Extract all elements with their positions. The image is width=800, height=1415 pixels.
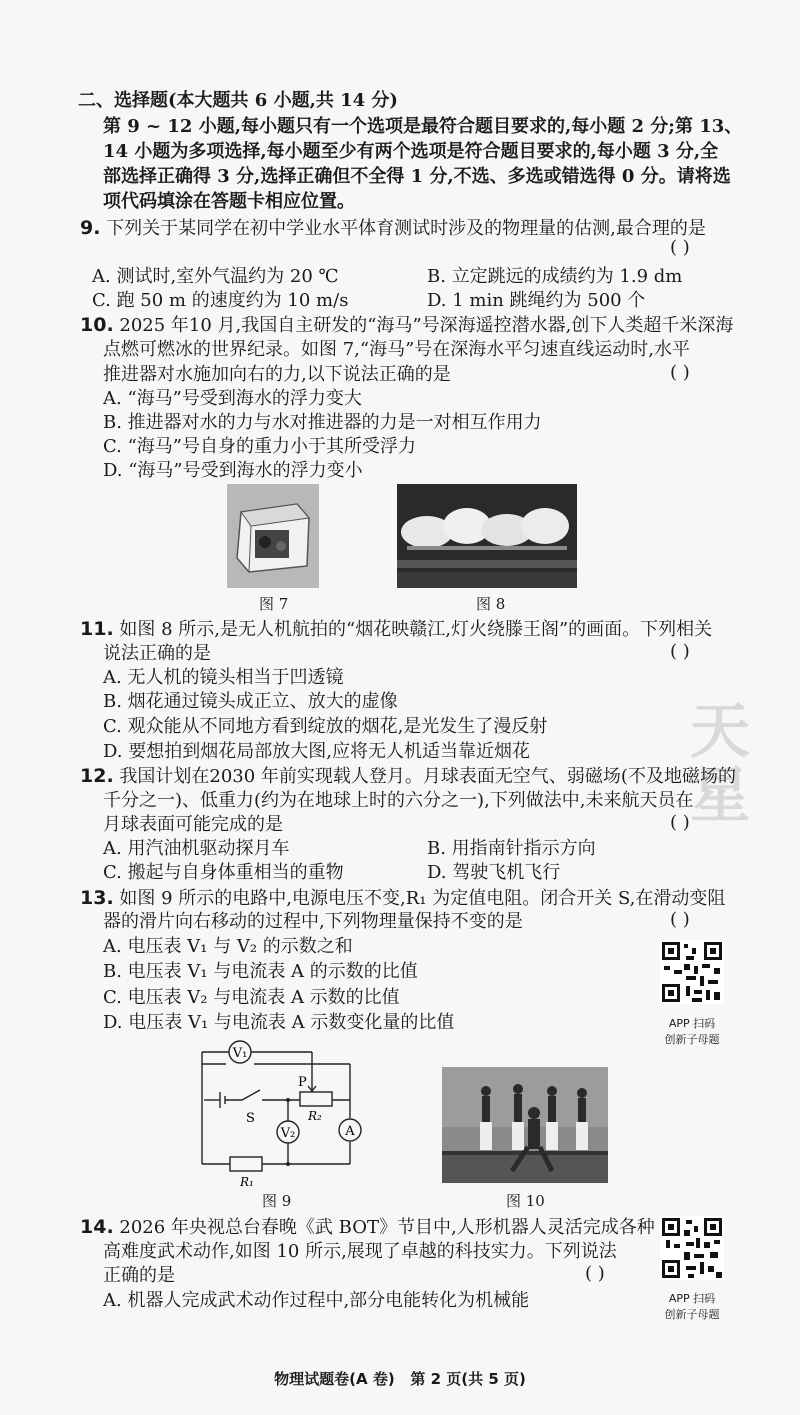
- section-heading: 二、选择题(本大题共 6 小题,共 14 分): [78, 90, 398, 111]
- option: C. 搬起与自身体重相当的重物: [103, 862, 344, 883]
- question-number: 9.: [80, 217, 101, 239]
- question-stem: 正确的是: [103, 1265, 175, 1286]
- figure-9-caption: 图 9: [262, 1192, 292, 1210]
- option: D. “海马”号受到海水的浮力变小: [103, 460, 363, 481]
- instruction-line: 第 9 ~ 12 小题,每小题只有一个选项是最符合题目要求的,每小题 2 分;第 13、: [103, 116, 743, 137]
- figure-9-circuit: [190, 1034, 370, 1194]
- switch-label: S: [246, 1111, 255, 1126]
- option: D. 电压表 V₁ 与电流表 A 示数变化量的比值: [103, 1012, 455, 1033]
- resistor-r2-label: R₂: [308, 1109, 322, 1123]
- option: D. 要想拍到烟花局部放大图,应将无人机适当靠近烟花: [103, 741, 530, 762]
- option: B. 推进器对水的力与水对推进器的力是一对相互作用力: [103, 412, 542, 433]
- question-9: [80, 215, 706, 242]
- qr-label-line: 创新子母题: [664, 1033, 720, 1046]
- answer-paren: ( ): [670, 812, 690, 833]
- question-stem: 我国计划在2030 年前实现载人登月。月球表面无空气、弱磁场(不及地磁场的: [119, 766, 736, 787]
- question-stem: 点燃可燃冰的世界纪录。如图 7,“海马”号在深海水平匀速直线运动时,水平: [103, 339, 691, 360]
- qr-label: [652, 1016, 732, 1048]
- figure-10-image: [442, 1067, 608, 1183]
- qr-label-line: APP 扫码: [668, 1292, 716, 1305]
- question-stem: 推进器对水施加向右的力,以下说法正确的是: [103, 364, 451, 385]
- watermark: 天星: [690, 697, 750, 831]
- question-10: [80, 312, 733, 339]
- answer-paren: ( ): [670, 641, 690, 662]
- question-number: 10.: [80, 314, 114, 336]
- question-stem: 如图 9 所示的电路中,电源电压不变,R₁ 为定值电阻。闭合开关 S,在滑动变阻: [119, 888, 726, 909]
- option: A. 测试时,室外气温约为 20 ℃: [92, 266, 339, 287]
- question-stem: 千分之一)、低重力(约为在地球上时的六分之一),下列做法中,未来航天员在: [103, 790, 694, 811]
- question-stem: 器的滑片向右移动的过程中,下列物理量保持不变的是: [103, 911, 523, 932]
- answer-paren: ( ): [670, 237, 690, 258]
- question-11: [80, 616, 712, 643]
- question-number: 13.: [80, 887, 114, 909]
- answer-paren: ( ): [670, 909, 690, 930]
- question-stem: 下列关于某同学在初中学业水平体育测试时涉及的物理量的估测,最合理的是: [106, 218, 706, 239]
- figure-7-image: [227, 484, 319, 588]
- option: A. 电压表 V₁ 与 V₂ 的示数之和: [103, 936, 353, 957]
- option: C. 观众能从不同地方看到绽放的烟花,是光发生了漫反射: [103, 716, 548, 737]
- figure-8-image: [397, 484, 577, 588]
- qr-label-line: APP 扫码: [668, 1017, 716, 1030]
- figure-10-caption: 图 10: [506, 1192, 545, 1210]
- option: B. 电压表 V₁ 与电流表 A 的示数的比值: [103, 961, 418, 982]
- instruction-line: 14 小题为多项选择,每小题至少有两个选项是符合题目要求的,每小题 3 分,全: [103, 141, 719, 162]
- qr-code-icon[interactable]: [660, 1216, 724, 1280]
- option: C. “海马”号自身的重力小于其所受浮力: [103, 436, 416, 457]
- question-stem: 2026 年央视总台春晚《武 BOT》节目中,人形机器人灵活完成各种: [119, 1217, 655, 1238]
- instruction-line: 部选择正确得 3 分,选择正确但不全得 1 分,不选、多选或错选得 0 分。请将选: [103, 166, 731, 187]
- answer-paren: ( ): [585, 1263, 605, 1284]
- page-footer: 物理试题卷(A 卷) 第 2 页(共 5 页): [274, 1370, 526, 1388]
- ammeter-label: A: [345, 1124, 355, 1139]
- slider-label: P: [298, 1075, 307, 1090]
- option: B. 用指南针指示方向: [427, 838, 596, 859]
- qr-label: [652, 1291, 732, 1323]
- question-stem: 2025 年10 月,我国自主研发的“海马”号深海遥控潜水器,创下人类超千米深海: [119, 315, 734, 336]
- question-number: 11.: [80, 618, 114, 640]
- question-number: 12.: [80, 765, 114, 787]
- question-number: 14.: [80, 1216, 114, 1238]
- figure-8-caption: 图 8: [476, 595, 506, 613]
- option: C. 电压表 V₂ 与电流表 A 示数的比值: [103, 987, 400, 1008]
- question-stem: 如图 8 所示,是无人机航拍的“烟花映赣江,灯火绕滕王阁”的画面。下列相关: [119, 619, 713, 640]
- figure-7-caption: 图 7: [259, 595, 289, 613]
- option: D. 驾驶飞机飞行: [427, 862, 561, 883]
- qr-label-line: 创新子母题: [664, 1308, 720, 1321]
- option: D. 1 min 跳绳约为 500 个: [427, 290, 646, 311]
- option: A. 无人机的镜头相当于凹透镜: [103, 667, 344, 688]
- option: B. 立定跳远的成绩约为 1.9 dm: [427, 266, 683, 287]
- resistor-r1-label: R₁: [240, 1175, 254, 1189]
- question-stem: 月球表面可能完成的是: [103, 814, 283, 835]
- option: A. 机器人完成武术动作过程中,部分电能转化为机械能: [103, 1290, 530, 1311]
- question-stem: 说法正确的是: [103, 643, 211, 664]
- option: A. “海马”号受到海水的浮力变大: [103, 388, 362, 409]
- option: B. 烟花通过镜头成正立、放大的虚像: [103, 691, 398, 712]
- answer-paren: ( ): [670, 362, 690, 383]
- qr-code-icon[interactable]: [660, 940, 724, 1004]
- option: C. 跑 50 m 的速度约为 10 m/s: [92, 290, 349, 311]
- question-stem: 高难度武术动作,如图 10 所示,展现了卓越的科技实力。下列说法: [103, 1241, 617, 1262]
- question-14: [80, 1214, 655, 1241]
- option: A. 用汽油机驱动探月车: [103, 838, 290, 859]
- voltmeter-v1-label: V₁: [232, 1046, 248, 1061]
- question-13: [80, 885, 725, 912]
- instruction-line: 项代码填涂在答题卡相应位置。: [103, 191, 355, 212]
- voltmeter-v2-label: V₂: [280, 1126, 296, 1141]
- question-12: [80, 763, 736, 790]
